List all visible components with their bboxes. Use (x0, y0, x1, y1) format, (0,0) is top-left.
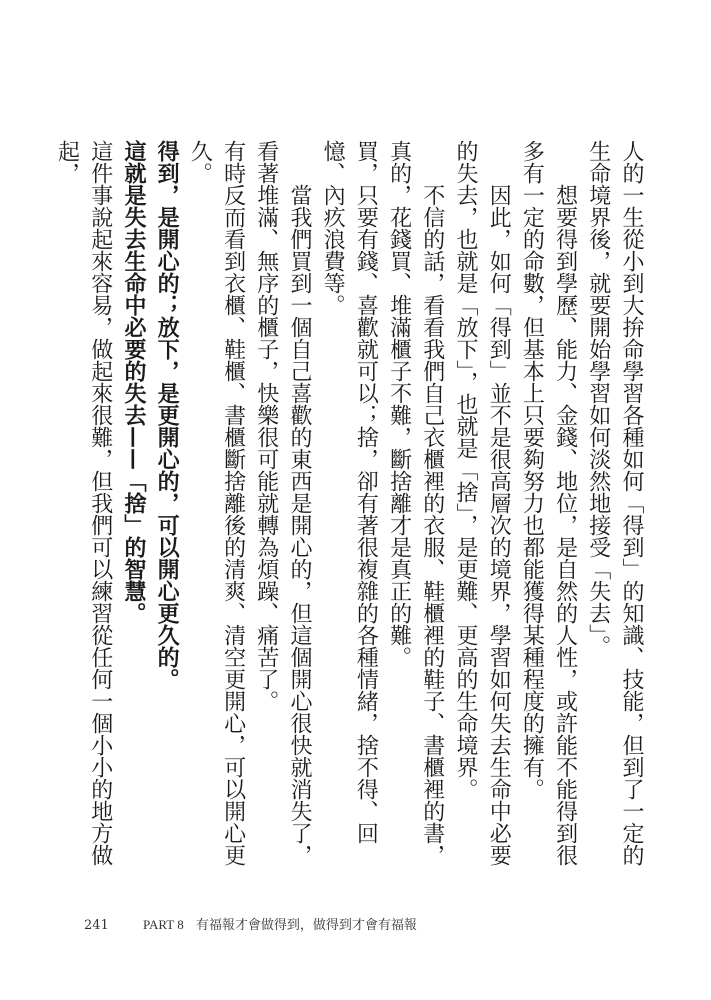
paragraph-2: 想要得到學歷、能力、金錢、地位，是自然的人性，或許能不能得到很多有一定的命數，但基本上只要夠努力也都能獲得某種程度的擁有。 (519, 140, 578, 866)
paragraph-1: 人的一生從小到大拚命學習各種如何「得到」的知識、技能，但到了一定的生命境界後，就要開始學習如何淡然地接受「失去」。 (585, 140, 644, 866)
page-footer (84, 914, 417, 933)
paragraph-8-bold: 得到，是開心的；放下，是更開心的，可以開心更久的。 (154, 140, 181, 690)
vertical-text-body (54, 140, 648, 880)
paragraph-4: 不信的話，看看我們自己衣櫃裡的衣服、鞋櫃裡的鞋子、書櫃裡的書，真的，花錢買、堆滿櫃子不難，斷捨離才是真正的難。 (386, 140, 445, 866)
part-label: PART 8 (142, 917, 184, 932)
paragraph-9-bold: 這就是失去生命中必要的失去——「捨」的智慧。 (120, 140, 147, 624)
page-number: 241 (84, 918, 109, 933)
paragraph-10: 這件事說起來容易，做起來很難，但我們可以練習從任何一個小小的地方做起， (54, 140, 113, 866)
paragraph-5: 買，只要有錢、喜歡就可以；捨，卻有著很複雜的各種情緒，捨不得、回憶、內疚浪費等。 (320, 140, 379, 844)
paragraph-7: 有時反而看到衣櫃、鞋櫃、書櫃斷捨離後的清爽、清空更開心，可以開心更久。 (187, 140, 246, 866)
paragraph-3: 因此，如何「得到」並不是很高層次的境界，學習如何失去生命中必要的失去，也就是「放下」，也就是「捨」，是更難、更高的生命境界。 (452, 140, 512, 866)
paragraph-6: 當我們買到一個自己喜歡的東西是開心的，但這個開心很快就消失了，看著堆滿、無序的櫃子，快樂很可能就轉為煩躁、痛苦了。 (253, 140, 312, 866)
chapter-title: 有福報才會做得到，做得到才會有福報 (195, 918, 417, 933)
